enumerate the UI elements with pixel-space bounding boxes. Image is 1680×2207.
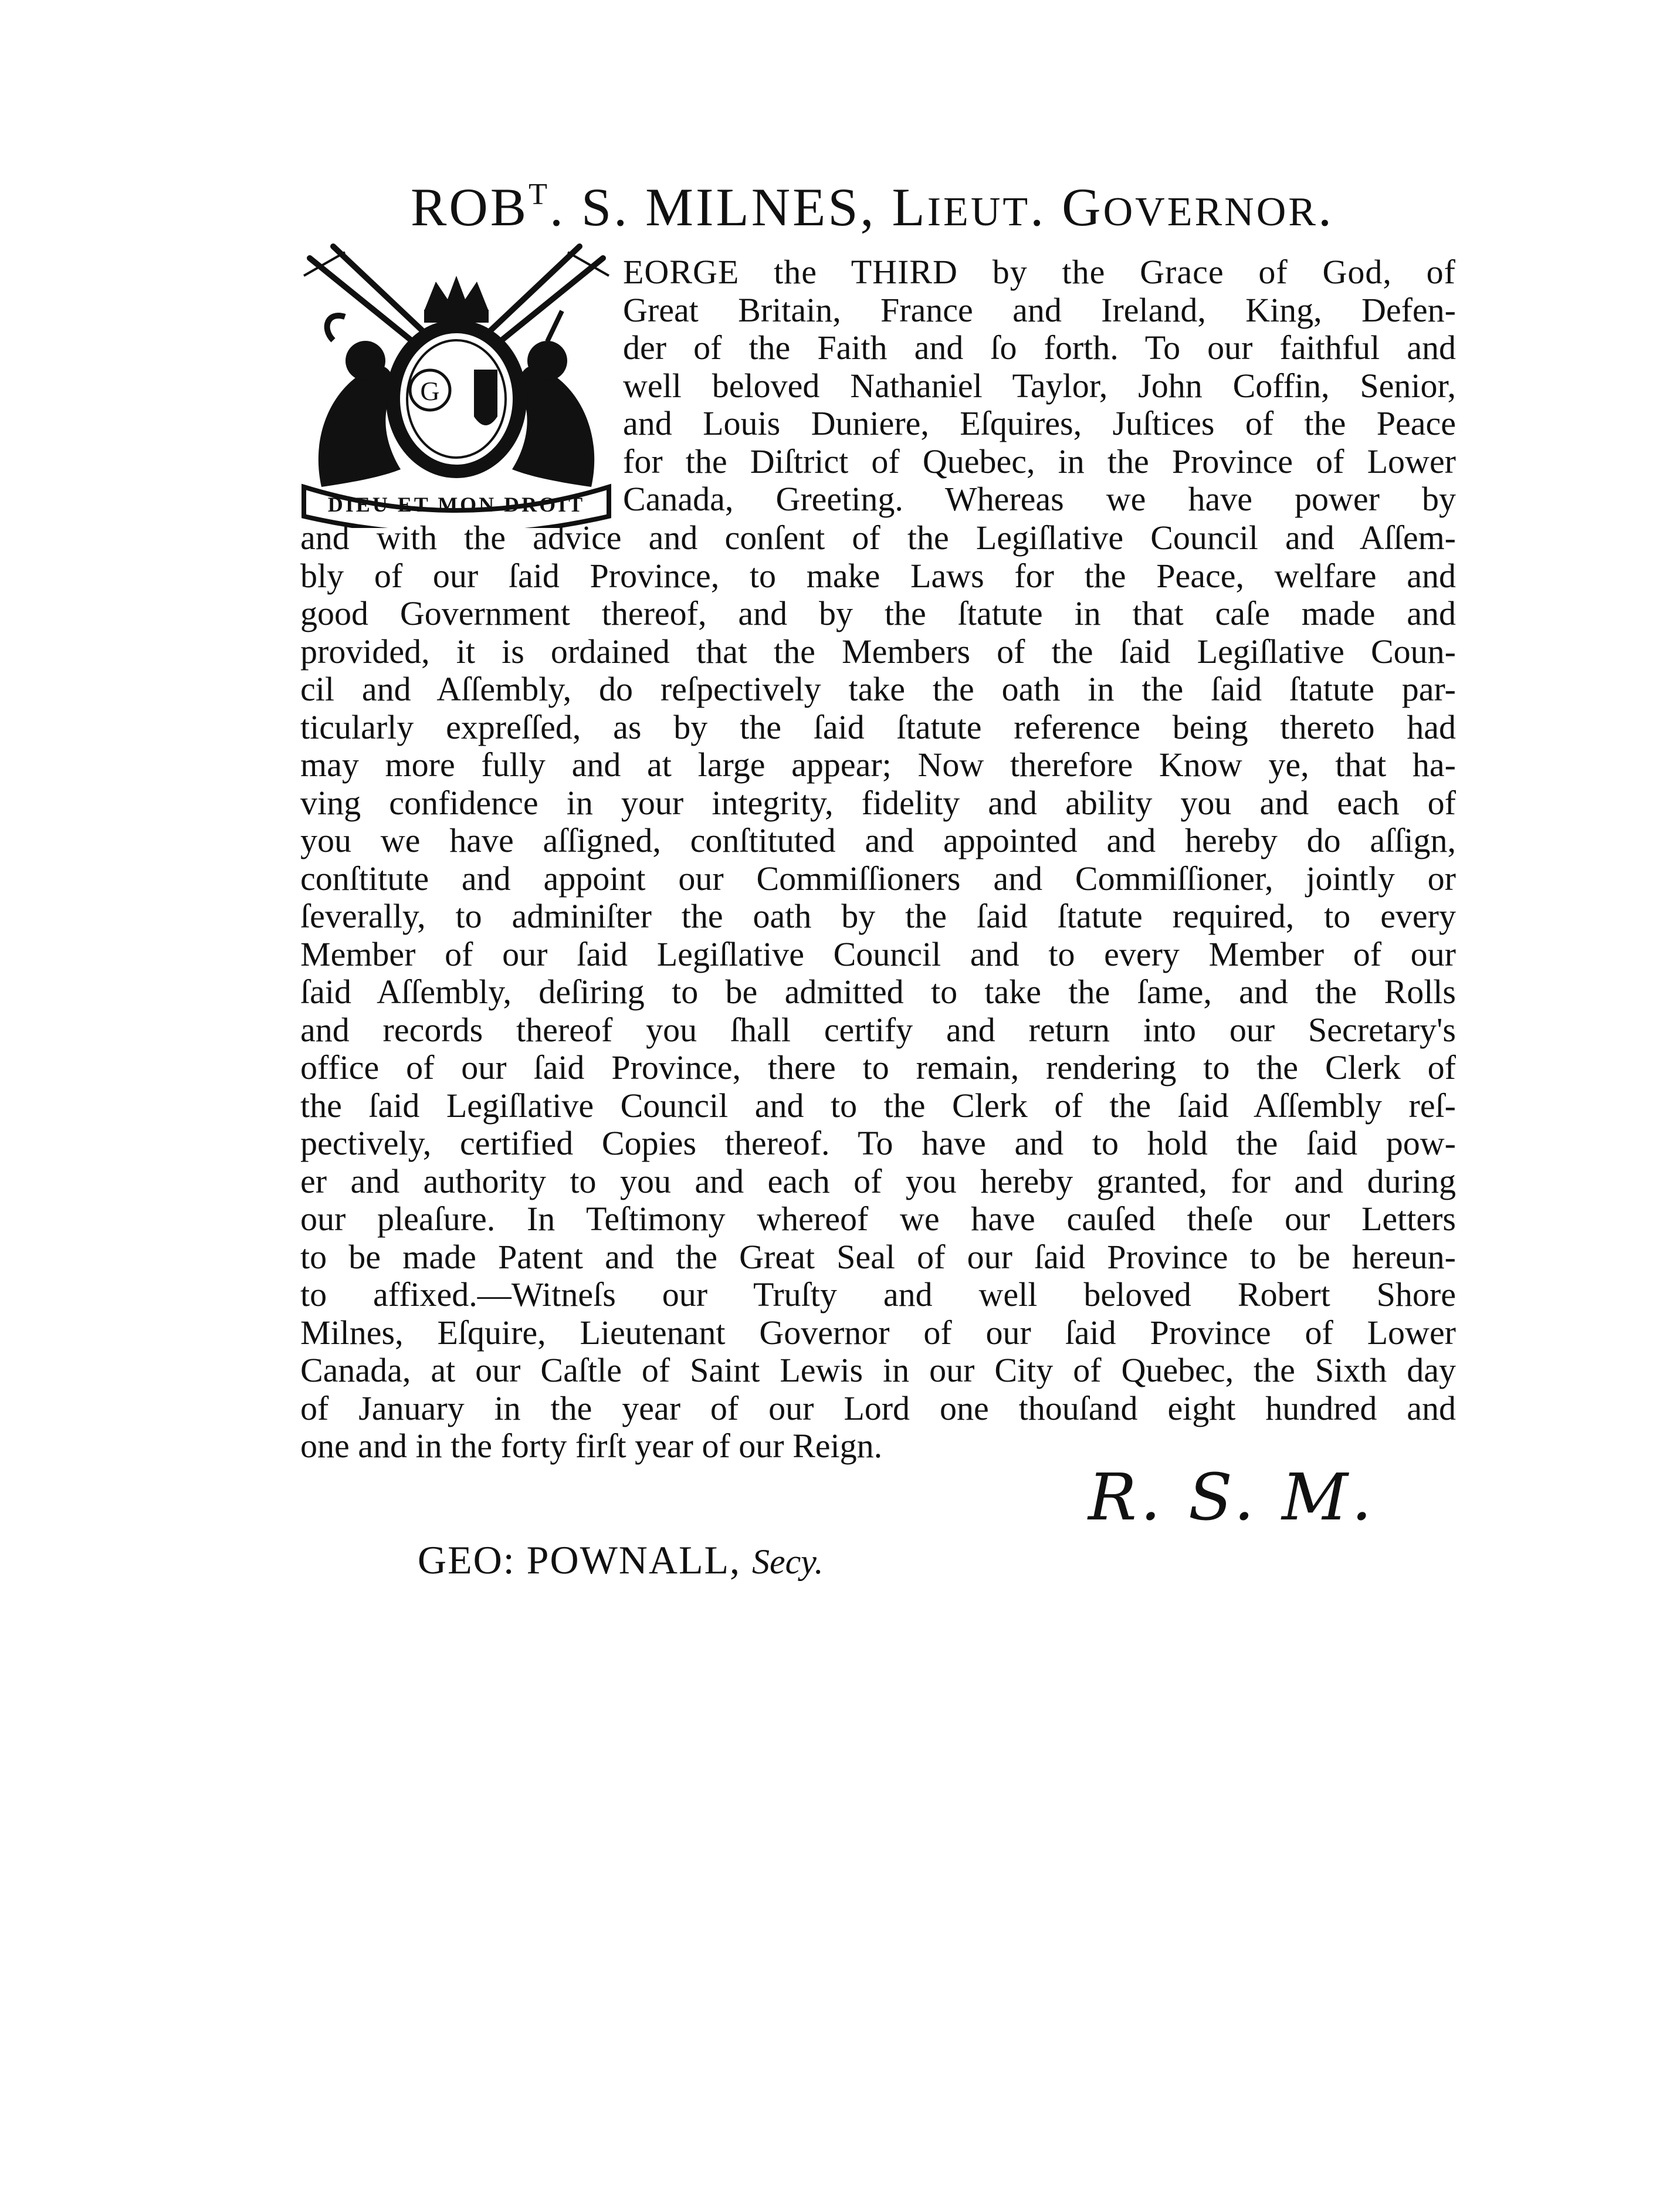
body-line: the ſaid Legiſlative Council and to the Clerk of the ſaid Aſſembly reſ- <box>300 1086 1456 1125</box>
heading-title-end: . <box>1317 177 1334 237</box>
body-line: pectively, certified Copies thereof. To have and to hold the ſaid pow- <box>300 1124 1456 1162</box>
body-line: to affixed.—Witneſs our Truſty and well beloved Robert Shore <box>300 1275 1456 1314</box>
body-line: Member of our ſaid Legiſlative Council and to every Member of our <box>300 935 1456 973</box>
body-line: ticularly expreſſed, as by the ſaid ſtatute reference being thereto had <box>300 708 1456 746</box>
intro-line: EORGE the THIRD by the Grace of God, of <box>623 253 1456 291</box>
intro-line: for the Diſtrict of Quebec, in the Province of Lower <box>623 442 1456 480</box>
intro-line: Great Britain, France and Ireland, King, Defen- <box>623 290 1456 329</box>
body-line: ving confidence in your integrity, fidelity and ability you and each of <box>300 783 1456 822</box>
body-line: conſtitute and appoint our Commiſſioners and Commiſſioner, jointly or <box>300 859 1456 898</box>
heading-middle: . S. MILNES, <box>549 177 892 237</box>
body-line: you we have aſſigned, conſtituted and appointed and hereby do aſſign, <box>300 821 1456 859</box>
intro-text <box>623 253 1456 519</box>
body-line: ſaid Aſſembly, deſiring to be admitted to take the ſame, and the Rolls <box>300 973 1456 1011</box>
body-line: our pleaſure. In Teſtimony whereof we have cauſed theſe our Letters <box>300 1200 1456 1238</box>
body-line: provided, it is ordained that the Members of the ſaid Legiſlative Coun- <box>300 632 1456 671</box>
crest-initial: G <box>420 376 440 406</box>
secretary-title: Secy. <box>752 1542 824 1581</box>
body-line: to be made Patent and the Great Seal of our ſaid Province to be hereun- <box>300 1237 1456 1276</box>
secretary-name: GEO: POWNALL, <box>418 1538 753 1582</box>
body-line: and records thereof you ſhall certify and return into our Secretary's <box>300 1010 1456 1049</box>
body-line: good Government thereof, and by the ſtatute in that caſe made and <box>300 594 1456 632</box>
body-text <box>300 519 1456 1465</box>
body-line: Milnes, Eſquire, Lieutenant Governor of our ſaid Province of Lower <box>300 1313 1456 1352</box>
heading-title-smallcaps-2: OVERNOR <box>1103 189 1318 235</box>
intro-line: der of the Faith and ſo forth. To our faithful and <box>623 329 1456 367</box>
body-line: of January in the year of our Lord one thouſand eight hundred and <box>300 1389 1456 1427</box>
body-line: er and authority to you and each of you hereby granted, for and during <box>300 1162 1456 1200</box>
body-line: one and in the forty firſt year of our Reign. <box>300 1427 883 1465</box>
crest-motto: DIEU ET MON DROIT <box>327 493 585 516</box>
intro-line: and Louis Duniere, Eſquires, Juſtices of the Peace <box>623 404 1456 442</box>
intro-line: well beloved Nathaniel Taylor, John Coffin, Senior, <box>623 366 1456 405</box>
heading-name-superscript: T <box>529 178 550 211</box>
heading-title-initial: L <box>892 177 927 237</box>
body-line: may more fully and at large appear; Now therefore Know ye, that ha- <box>300 746 1456 784</box>
body-line: Canada, at our Caſtle of Saint Lewis in our City of Quebec, the Sixth day <box>300 1351 1456 1389</box>
intro-line: Canada, Greeting. Whereas we have power by <box>623 480 1456 518</box>
heading-title-initial-2: . G <box>1030 177 1103 237</box>
body-line: ſeverally, to adminiſter the oath by the ſaid ſtatute required, to every <box>300 897 1456 935</box>
secretary-signature <box>418 1537 824 1583</box>
body-line: cil and Aſſembly, do reſpectively take the oath in the ſaid ſtatute par- <box>300 670 1456 708</box>
body-line: bly of our ſaid Province, to make Laws for the Peace, welfare and <box>300 556 1456 595</box>
royal-coat-of-arms-icon <box>298 241 615 528</box>
proclamation-heading <box>411 176 1334 238</box>
heading-title-smallcaps: IEUT <box>927 189 1031 235</box>
heading-name: ROB <box>411 177 529 237</box>
body-line: office of our ſaid Province, there to remain, rendering to the Clerk of <box>300 1048 1456 1086</box>
signature-initials: R. S. M. <box>1088 1460 1376 1535</box>
body-line: and with the advice and conſent of the Legiſlative Council and Aſſem- <box>300 519 1456 557</box>
